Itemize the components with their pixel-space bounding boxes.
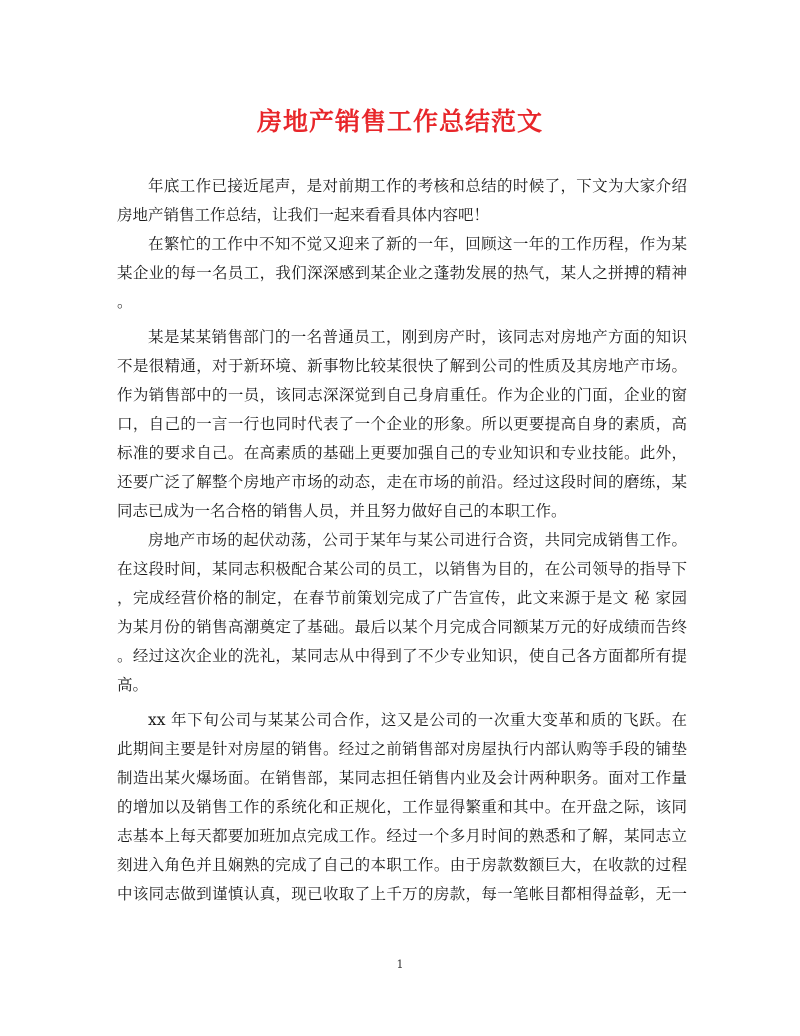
text-line: 房地产销售工作总结，让我们一起来看看具体内容吧！ [117,206,490,224]
text-line: 某企业的每一名员工，我们深深感到某企业之蓬勃发展的热气，某人之拼搏的精神 [117,264,687,282]
text-line: 年底工作已接近尾声，是对前期工作的考核和总结的时候了，下文为大家介绍 [148,177,687,195]
text-line: ，完成经营价格的制定，在春节前策划完成了广告宣传，此文来源于是文 秘 家园 [117,589,687,607]
text-line: 为某月份的销售高潮奠定了基础。最后以某个月完成合同额某万元的好成绩而告终 [117,618,687,636]
text-line: 房地产市场的起伏动荡，公司于某年与某公司进行合资，共同完成销售工作。 [148,531,687,549]
text-line: 作为销售部中的一员，该同志深深觉到自己身肩重任。作为企业的门面，企业的窗 [117,386,687,404]
text-line: 志基本上每天都要加班加点完成工作。经过一个多月时间的熟悉和了解，某同志立 [117,827,687,845]
text-line: 不是很精通，对于新环境、新事物比较某很快了解到公司的性质及其房地产市场。 [117,357,687,375]
document-body [117,172,687,909]
text-line: 中该同志做到谨慎认真，现已收取了上千万的房款，每一笔帐目都相得益彰，无一 [117,885,687,903]
text-line: 还要广泛了解整个房地产市场的动态，走在市场的前沿。经过这段时间的磨练，某 [117,473,687,491]
document-title: 房地产销售工作总结范文 [256,107,543,136]
text-line: 此期间主要是针对房屋的销售。经过之前销售部对房屋执行内部认购等手段的铺垫 [117,740,687,758]
text-line: 同志已成为一名合格的销售人员，并且努力做好自己的本职工作。 [117,502,567,520]
text-line: 标准的要求自己。在高素质的基础上更要加强自己的专业知识和专业技能。此外， [117,444,687,462]
text-line: 某是某某销售部门的一名普通员工，刚到房产时，该同志对房地产方面的知识 [148,328,687,346]
page-number: 1 [396,958,404,971]
text-line: 的增加以及销售工作的系统化和正规化，工作显得繁重和其中。在开盘之际，该同 [117,798,687,816]
text-line: 口，自己的一言一行也同时代表了一个企业的形象。所以更要提高自身的素质，高 [117,415,687,433]
text-line: xx 年下旬公司与某某公司合作，这又是公司的一次重大变革和质的飞跃。在 [148,711,687,729]
text-line: 在这段时间，某同志积极配合某公司的员工，以销售为目的，在公司领导的指导下 [117,560,687,578]
text-line: 在繁忙的工作中不知不觉又迎来了新的一年，回顾这一年的工作历程，作为某 [148,235,687,253]
text-line: 高。 [117,676,149,694]
text-line: 。经过这次企业的洗礼，某同志从中得到了不少专业知识，使自己各方面都所有提 [117,647,687,665]
text-line: 制造出某火爆场面。在销售部，某同志担任销售内业及会计两种职务。面对工作量 [117,769,687,787]
text-line: 。 [117,293,133,311]
text-line: 刻进入角色并且娴熟的完成了自己的本职工作。由于房款数额巨大，在收款的过程 [117,856,687,874]
